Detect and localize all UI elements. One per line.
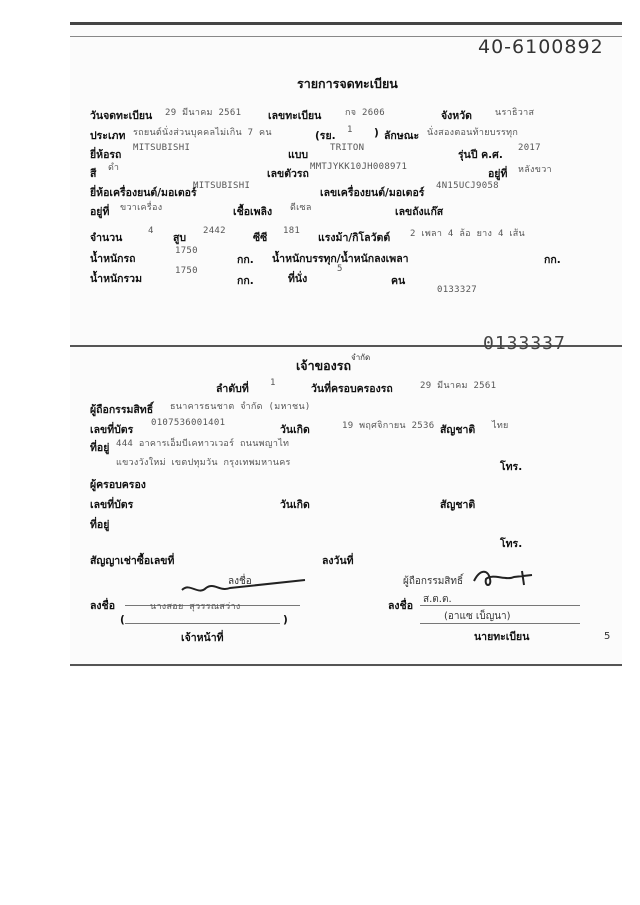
cc-value: 181 <box>283 226 301 236</box>
color-value: ดำ <box>108 163 120 173</box>
address-label: ที่อยู่ <box>90 442 110 454</box>
color-label: สี <box>90 168 97 180</box>
gas-label: เลขถังแก๊ส <box>395 206 444 218</box>
type-value: รถยนต์นั่งส่วนบุคคลไม่เกิน 7 คน <box>133 128 272 138</box>
possessor-birth-label: วันเกิด <box>280 499 310 511</box>
style-label: ลักษณะ <box>384 130 420 142</box>
seats-unit: คน <box>391 275 406 287</box>
right-sign-label: ลงชื่อ <box>388 600 413 612</box>
page-number: 5 <box>604 631 611 642</box>
serial-small: 0133327 <box>437 285 478 295</box>
cylinder-value: 2442 <box>203 226 226 236</box>
id-label: เลขที่บัตร <box>90 424 134 436</box>
chassis-value: MMTJYKK10JH008971 <box>310 162 408 172</box>
possessor-id-label: เลขที่บัตร <box>90 499 134 511</box>
handwritten-number: 40-6100892 <box>478 36 604 58</box>
seats-label: ที่นั่ง <box>288 273 308 285</box>
model-value: TRITON <box>330 143 365 153</box>
year-value: 2017 <box>518 143 541 153</box>
reg-date-value: 29 มีนาคม 2561 <box>165 108 242 118</box>
chassis-label: เลขตัวรถ <box>267 168 309 180</box>
load-label: น้ำหนักบรรทุก/น้ำหนักลงเพลา <box>272 253 409 265</box>
right-signature-scribble <box>470 565 540 591</box>
possessor-nationality-label: สัญชาติ <box>440 499 476 511</box>
possessor-address-label: ที่อยู่ <box>90 519 110 531</box>
right-rank: ส.ต.ต. <box>423 594 452 605</box>
hp-label: แรงม้า/กิโลวัตต์ <box>318 232 391 244</box>
serial-large: 0133337 <box>483 333 566 354</box>
address-line-2: แขวงวังใหม่ เขตปทุมวัน กรุงเทพมหานคร <box>116 458 291 468</box>
chassis-at-value: หลังขวา <box>518 165 552 175</box>
birth-label: วันเกิด <box>280 424 310 436</box>
possessor-tel-label: โทร. <box>500 538 523 550</box>
fuel-value: ดีเซล <box>290 203 312 213</box>
address-line-1: 444 อาคารเอ็มบีเคทาวเวอร์ ถนนพญาไท <box>116 439 290 449</box>
left-sign-label: ลงชื่อ <box>90 600 115 612</box>
left-name-line <box>125 623 280 624</box>
load-unit: กก. <box>544 254 561 266</box>
weight-label: น้ำหนักรถ <box>90 253 136 265</box>
brand-value: MITSUBISHI <box>133 143 191 153</box>
type-label: ประเภท <box>90 130 126 142</box>
engine-at-label: อยู่ที่ <box>90 206 110 218</box>
style-value: นั่งสองตอนท้ายบรรทุก <box>427 128 519 138</box>
province-label: จังหวัด <box>441 110 472 122</box>
engine-brand-value: MITSUBISHI <box>193 181 251 191</box>
left-signature-scribble <box>180 574 310 600</box>
rye-value: 1 <box>347 125 353 135</box>
owner-tel-label: โทร. <box>500 461 523 473</box>
owner-value: ธนาคารธนชาต จำกัด (มหาชน) <box>170 402 311 412</box>
id-value: 0107536001401 <box>151 418 226 428</box>
birth-value: 19 พฤศจิกายน 2536 <box>342 421 435 431</box>
left-role: เจ้าหน้าที่ <box>181 632 224 644</box>
hp-value: 2 เพลา 4 ล้อ ยาง 4 เส้น <box>410 229 526 239</box>
brand-label: ยี่ห้อรถ <box>90 149 122 161</box>
total-weight-unit: กก. <box>237 275 254 287</box>
owner-suffix: จำกัด <box>351 353 371 362</box>
lease-date-label: ลงวันที่ <box>322 555 354 567</box>
weight-unit: กก. <box>237 254 254 266</box>
nationality-label: สัญชาติ <box>440 424 476 436</box>
left-paren-close: ) <box>283 614 288 626</box>
cylinder-label: สูบ <box>173 232 187 244</box>
fuel-label: เชื้อเพลิง <box>233 206 273 218</box>
cc-label: ซีซี <box>253 232 268 244</box>
possession-date-value: 29 มีนาคม 2561 <box>420 381 497 391</box>
weight-value: 1750 <box>175 246 198 256</box>
owner-sign-label: ผู้ถือกรรมสิทธิ์ <box>403 576 464 587</box>
total-weight-label: น้ำหนักรวม <box>90 273 142 285</box>
chassis-at-label: อยู่ที่ <box>488 168 508 180</box>
sign-small-label: ลงชื่อ <box>228 576 252 587</box>
order-label: ลำดับที่ <box>216 383 249 395</box>
province-value: นราธิวาส <box>495 108 535 118</box>
rye-label: (รย. <box>315 130 336 142</box>
engine-brand-label: ยี่ห้อเครื่องยนต์/มอเตอร์ <box>90 187 197 199</box>
count-label: จำนวน <box>90 232 123 244</box>
nationality-value: ไทย <box>492 421 509 431</box>
engine-no-label: เลขเครื่องยนต์/มอเตอร์ <box>320 187 425 199</box>
count-value: 4 <box>148 226 154 236</box>
engine-at-value: ขวาเครื่อง <box>120 203 163 213</box>
reg-no-label: เลขทะเบียน <box>268 110 322 122</box>
year-label: รุ่นปี ค.ศ. <box>458 149 503 161</box>
top-edge-line <box>70 22 622 25</box>
right-name: (อาแซ เบ็ญนา) <box>444 611 511 622</box>
model-label: แบบ <box>288 149 309 161</box>
possessor-label: ผู้ครอบครอง <box>90 479 146 491</box>
right-name-line <box>420 623 580 624</box>
reg-date-label: วันจดทะเบียน <box>90 110 153 122</box>
bottom-edge-line <box>70 664 622 666</box>
lease-label: สัญญาเช่าซื้อเลขที่ <box>90 555 175 567</box>
total-weight-value: 1750 <box>175 266 198 276</box>
right-role: นายทะเบียน <box>474 631 530 643</box>
engine-no-value: 4N15UCJ9058 <box>436 181 499 191</box>
possession-date-label: วันที่ครอบครองรถ <box>311 383 393 395</box>
left-name: นางสอย สุวรรณสว่าง <box>150 602 241 612</box>
order-value: 1 <box>270 378 276 388</box>
left-paren-open: ( <box>120 614 125 626</box>
header-title: รายการจดทะเบียน <box>297 76 398 91</box>
rye-close: ) <box>374 127 379 139</box>
right-sign-line <box>420 605 580 606</box>
owner-label: ผู้ถือกรรมสิทธิ์ <box>90 404 154 416</box>
owner-title: เจ้าของรถ <box>296 358 352 373</box>
reg-no-value: กจ 2606 <box>345 108 385 118</box>
seats-value: 5 <box>337 264 343 274</box>
